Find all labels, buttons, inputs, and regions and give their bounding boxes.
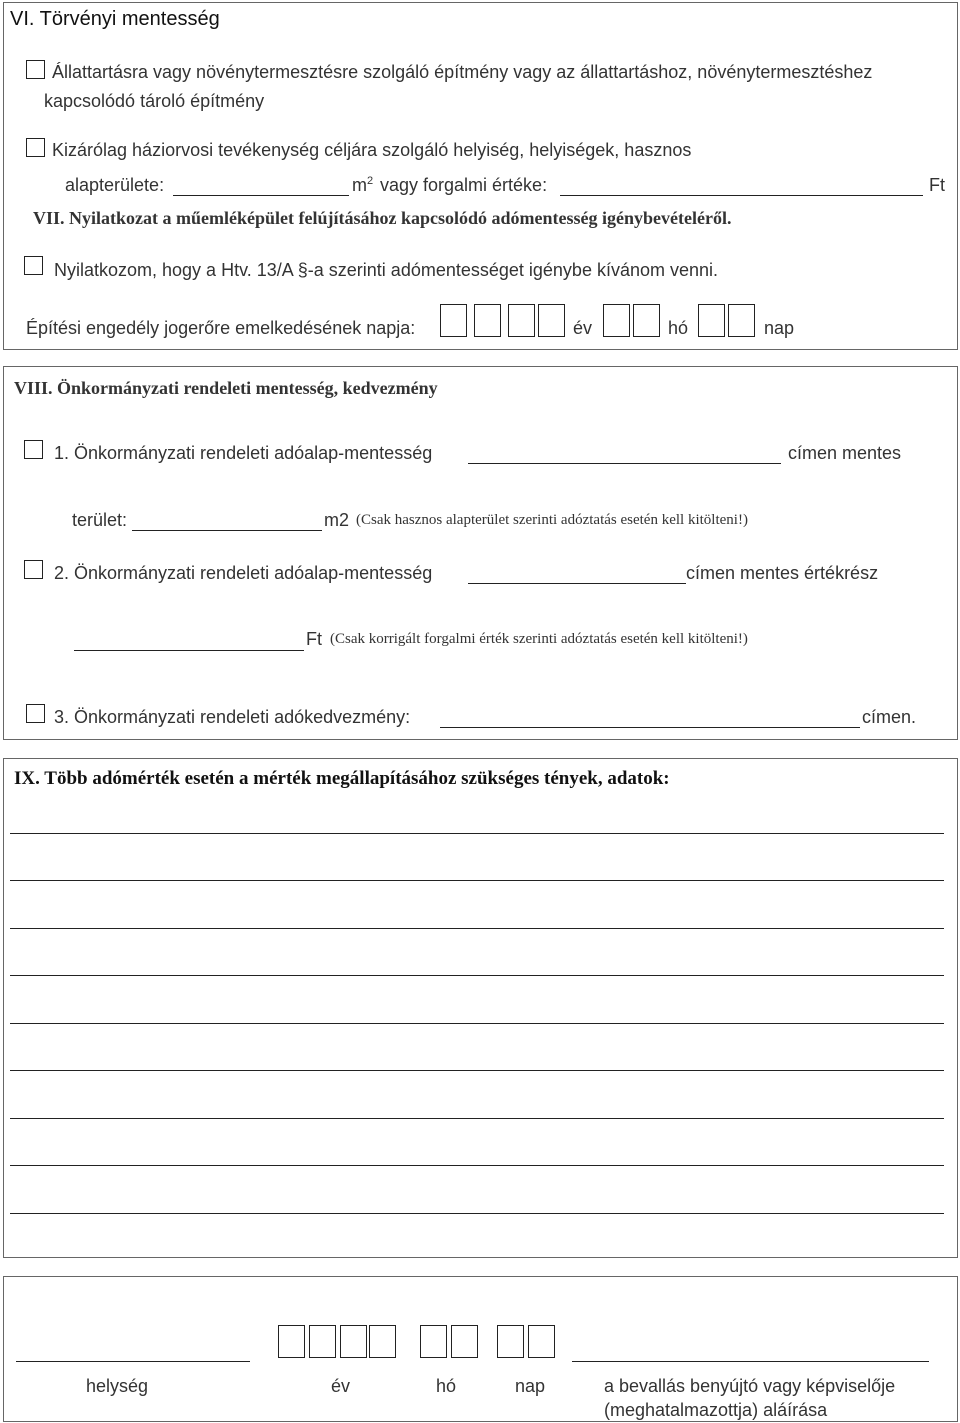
discount-3-input-line[interactable] bbox=[440, 727, 860, 728]
exemption-1-note: (Csak hasznos alapterület szerinti adóztatás esetén kell kitölteni!) bbox=[356, 512, 748, 528]
place-input-line[interactable] bbox=[16, 1361, 250, 1362]
discount-3-label: 3. Önkormányzati rendeleti adókedvezmény: bbox=[54, 707, 411, 727]
section-9-input-line[interactable] bbox=[10, 975, 944, 976]
permit-month-label: hó bbox=[668, 318, 689, 338]
permit-month-digit[interactable] bbox=[633, 304, 660, 337]
section-8-title: VIII. Önkormányzati rendeleti mentesség, kedvezmény bbox=[14, 378, 438, 398]
exemption-1-label: 1. Önkormányzati rendeleti adóalap-mentesség bbox=[54, 443, 433, 463]
checkbox-livestock-building[interactable] bbox=[26, 60, 45, 79]
sign-day-label: nap bbox=[515, 1376, 546, 1396]
gp-area-input-line[interactable] bbox=[173, 195, 349, 196]
checkbox-exemption-2[interactable] bbox=[24, 560, 43, 579]
exemption-2-title-input-line[interactable] bbox=[468, 583, 686, 584]
exemption-1-area-input-line[interactable] bbox=[132, 530, 322, 531]
checkbox-discount-3[interactable] bbox=[26, 704, 45, 723]
section-9-input-line[interactable] bbox=[10, 928, 944, 929]
sign-place-label: helység bbox=[86, 1376, 149, 1396]
permit-month-digit[interactable] bbox=[603, 304, 630, 337]
sign-month-label: hó bbox=[436, 1376, 457, 1396]
permit-year-digit[interactable] bbox=[538, 304, 565, 337]
exemption-1-area-unit: m2 bbox=[324, 510, 350, 530]
permit-day-label: nap bbox=[764, 318, 795, 338]
sign-year-label: év bbox=[331, 1376, 351, 1396]
sign-day-digit[interactable] bbox=[497, 1325, 524, 1358]
section-9-input-line[interactable] bbox=[10, 833, 944, 834]
exemption-1-title-input-line[interactable] bbox=[468, 463, 781, 464]
gp-value-input-line[interactable] bbox=[560, 195, 923, 196]
sign-month-digit[interactable] bbox=[420, 1325, 447, 1358]
sign-year-digit[interactable] bbox=[340, 1325, 367, 1358]
exemption-2-value-input-line[interactable] bbox=[74, 650, 304, 651]
permit-year-digit[interactable] bbox=[508, 304, 535, 337]
exemption-2-suffix: címen mentes értékrész bbox=[686, 563, 879, 583]
exemption-2-label: 2. Önkormányzati rendeleti adóalap-mentesség bbox=[54, 563, 433, 583]
gp-premises-label: Kizárólag háziorvosi tevékenység céljára szolgáló helyiség, helyiségek, hasznos bbox=[52, 140, 692, 160]
exemption-2-note: (Csak korrigált forgalmi érték szerinti adóztatás esetén kell kitölteni!) bbox=[330, 631, 748, 647]
checkbox-monument-declaration[interactable] bbox=[24, 256, 43, 275]
checkbox-gp-premises[interactable] bbox=[26, 138, 45, 157]
section-9-input-line[interactable] bbox=[10, 880, 944, 881]
sign-year-digit[interactable] bbox=[369, 1325, 396, 1358]
livestock-building-label-line1: Állattartásra vagy növénytermesztésre szolgáló építmény vagy az állattartáshoz, növénytermesztéshez bbox=[52, 62, 873, 82]
livestock-building-label-line2: kapcsolódó tároló építmény bbox=[44, 91, 265, 111]
signature-label-line1: a bevallás benyújtó vagy képviselője bbox=[604, 1376, 896, 1396]
section-9-title: IX. Több adómérték esetén a mérték megállapításához szükséges tények, adatok: bbox=[14, 768, 670, 789]
exemption-1-suffix: címen mentes bbox=[788, 443, 902, 463]
permit-day-digit[interactable] bbox=[698, 304, 725, 337]
gp-area-unit: $m^2$ bbox=[352, 175, 374, 195]
signature-label-line2: (meghatalmazottja) aláírása bbox=[604, 1400, 828, 1420]
section-9-input-line[interactable] bbox=[10, 1070, 944, 1071]
permit-year-label: év bbox=[573, 318, 593, 338]
section-9-input-line[interactable] bbox=[10, 1165, 944, 1166]
gp-value-currency: Ft bbox=[929, 175, 945, 195]
permit-year-digit[interactable] bbox=[474, 304, 501, 337]
signature-input-line[interactable] bbox=[572, 1361, 929, 1362]
permit-day-digit[interactable] bbox=[728, 304, 755, 337]
exemption-1-area-label: terület: bbox=[72, 510, 128, 530]
checkbox-exemption-1[interactable] bbox=[24, 440, 43, 459]
gp-value-label: vagy forgalmi értéke: bbox=[380, 175, 548, 195]
section-7-title: VII. Nyilatkozat a műemléképület felújításához kapcsolódó adómentesség igénybevételéről. bbox=[33, 208, 732, 228]
sign-year-digit[interactable] bbox=[278, 1325, 305, 1358]
permit-year-digit[interactable] bbox=[440, 304, 467, 337]
gp-area-label: alapterülete: bbox=[65, 175, 165, 195]
section-6-title: VI. Törvényi mentesség bbox=[10, 8, 220, 30]
section-9-input-line[interactable] bbox=[10, 1023, 944, 1024]
sign-day-digit[interactable] bbox=[528, 1325, 555, 1358]
monument-declaration-label: Nyilatkozom, hogy a Htv. 13/A §-a szerinti adómentességet igénybe kívánom venni. bbox=[54, 260, 719, 280]
permit-date-label: Építési engedély jogerőre emelkedésének napja: bbox=[26, 318, 416, 338]
section-9-input-line[interactable] bbox=[10, 1213, 944, 1214]
discount-3-suffix: címen. bbox=[862, 707, 917, 727]
sign-year-digit[interactable] bbox=[309, 1325, 336, 1358]
sign-month-digit[interactable] bbox=[451, 1325, 478, 1358]
section-8-frame bbox=[3, 366, 958, 740]
section-9-input-line[interactable] bbox=[10, 1118, 944, 1119]
exemption-2-currency: Ft bbox=[306, 629, 322, 649]
